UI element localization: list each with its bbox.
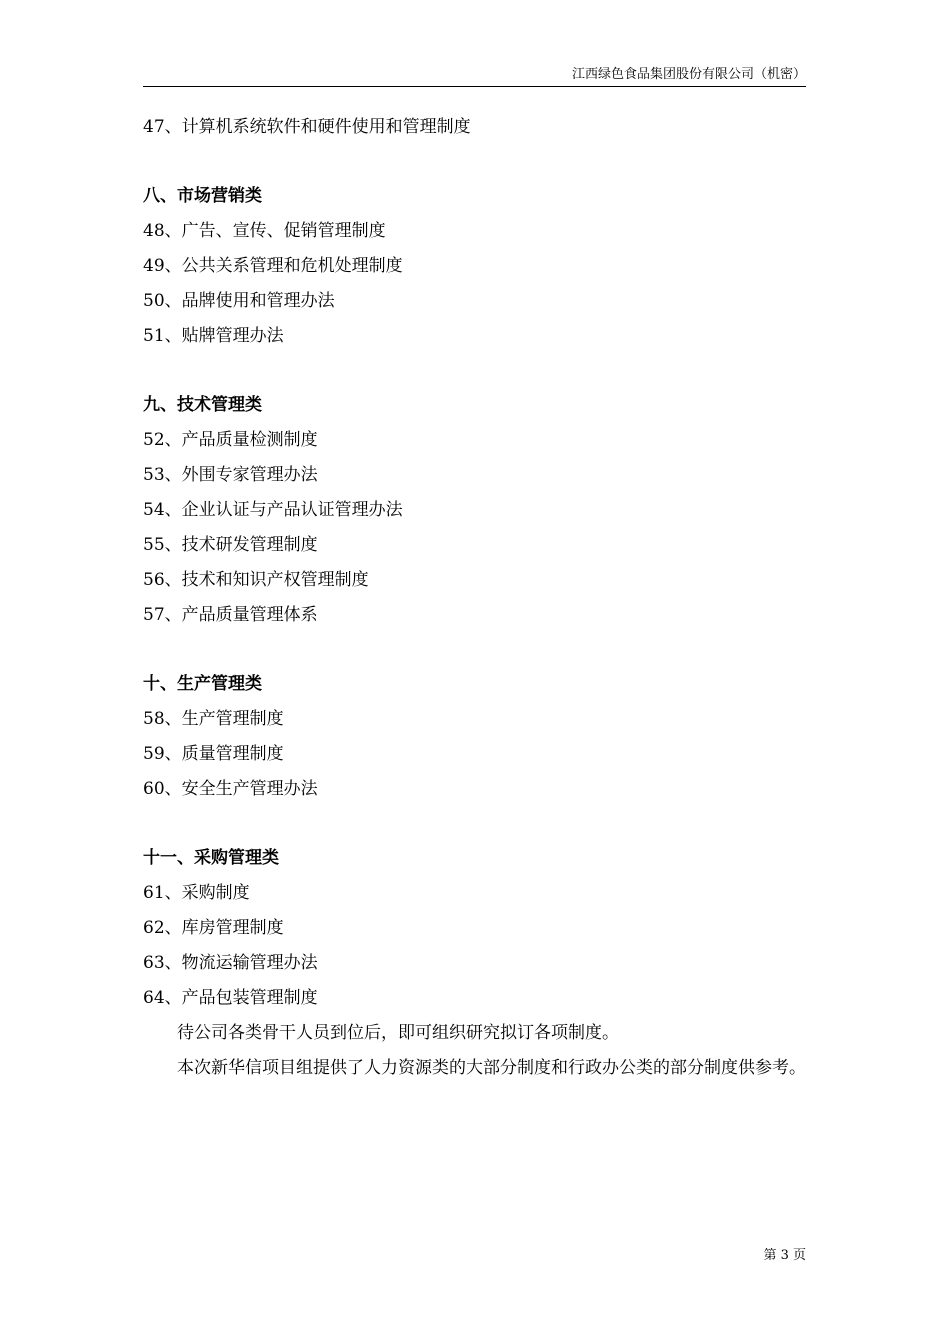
list-item-53: 53、外围专家管理办法 bbox=[143, 465, 318, 485]
document-body bbox=[143, 110, 806, 1086]
list-item-64: 64、产品包装管理制度 bbox=[143, 988, 318, 1008]
closing-paragraph-1: 待公司各类骨干人员到位后，即可组织研究拟订各项制度。 bbox=[177, 1023, 619, 1043]
list-item-49: 49、公共关系管理和危机处理制度 bbox=[143, 256, 403, 276]
section-heading-procurement: 十一、采购管理类 bbox=[143, 848, 279, 868]
list-item-48: 48、广告、宣传、促销管理制度 bbox=[143, 221, 386, 241]
list-item-47: 47、计算机系统软件和硬件使用和管理制度 bbox=[143, 117, 471, 137]
section-heading-marketing: 八、市场营销类 bbox=[143, 186, 262, 206]
list-item-50: 50、品牌使用和管理办法 bbox=[143, 291, 335, 311]
section-spacer bbox=[143, 145, 806, 179]
list-item-59: 59、质量管理制度 bbox=[143, 744, 284, 764]
list-item-55: 55、技术研发管理制度 bbox=[143, 535, 318, 555]
header-divider bbox=[143, 86, 806, 87]
list-item-62: 62、库房管理制度 bbox=[143, 918, 284, 938]
list-item-51: 51、贴牌管理办法 bbox=[143, 326, 284, 346]
list-item-60: 60、安全生产管理办法 bbox=[143, 779, 318, 799]
page-header: 江西绿色食品集团股份有限公司（机密） bbox=[571, 67, 806, 82]
list-item-63: 63、物流运输管理办法 bbox=[143, 953, 318, 973]
list-item-57: 57、产品质量管理体系 bbox=[143, 605, 318, 625]
section-spacer bbox=[143, 633, 806, 667]
list-item-54: 54、企业认证与产品认证管理办法 bbox=[143, 500, 403, 520]
page-number: 第 3 页 bbox=[763, 1248, 806, 1263]
section-spacer bbox=[143, 807, 806, 841]
section-heading-technology: 九、技术管理类 bbox=[143, 395, 262, 415]
closing-paragraph-2: 本次新华信项目组提供了人力资源类的大部分制度和行政办公类的部分制度供参考。 bbox=[177, 1058, 806, 1078]
list-item-52: 52、产品质量检测制度 bbox=[143, 430, 318, 450]
section-heading-production: 十、生产管理类 bbox=[143, 674, 262, 694]
section-spacer bbox=[143, 354, 806, 388]
list-item-61: 61、采购制度 bbox=[143, 883, 250, 903]
list-item-58: 58、生产管理制度 bbox=[143, 709, 284, 729]
list-item-56: 56、技术和知识产权管理制度 bbox=[143, 570, 369, 590]
